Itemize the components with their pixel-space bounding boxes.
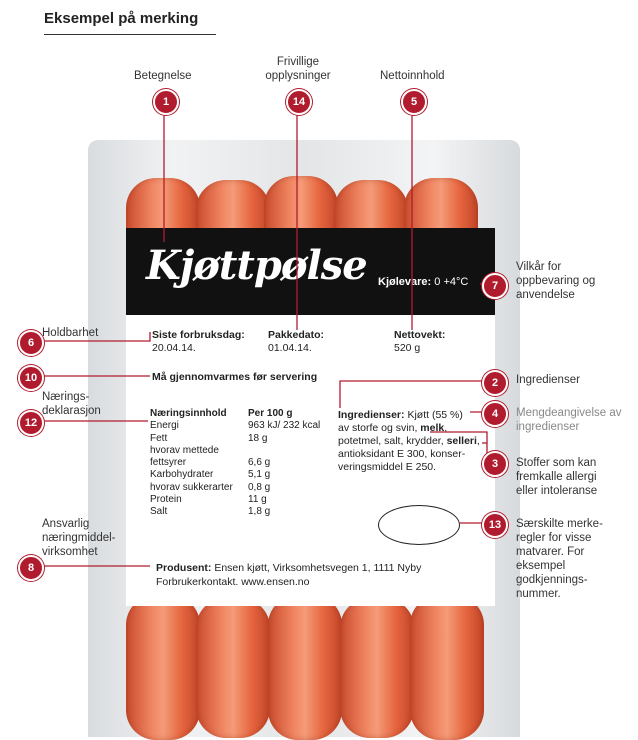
nutrient-name: Karbohydrater: [150, 469, 214, 481]
nutrient-value: 5,1 g: [248, 469, 271, 481]
ingredients-line-4: antioksidant E 300, konser-: [338, 448, 466, 460]
producer-value: Ensen kjøtt, Virksomhetsvegen 1, 1111 Nyby: [214, 562, 422, 574]
callout-text-ingredients: Ingredienser: [516, 374, 580, 386]
best-before-label: Siste forbruksdag:: [152, 329, 245, 341]
callout-text-nutrition-declaration: Nærings-deklarasjon: [42, 391, 101, 417]
callout-text-voluntary-info: Frivillige opplysninger: [265, 56, 331, 82]
callout-badge-3: 3: [482, 451, 508, 477]
nutrient-value: 963 kJ/ 232 kcal: [248, 420, 321, 432]
producer-label: Produsent:: [156, 562, 212, 574]
brand-name: Kjøttpølse: [146, 242, 367, 289]
nutrient-name: Energi: [150, 420, 179, 432]
callout-text-net-content: Nettoinnhold: [380, 70, 445, 82]
packed-label: Pakkedato:: [268, 329, 325, 341]
ingredients-line-5: veringsmiddel E 250.: [338, 461, 437, 473]
callout-badge-6: 6: [18, 330, 44, 356]
heating-note: Må gjennomvarmes før servering: [152, 371, 318, 383]
nutrient-name: fettsyrer: [150, 457, 187, 469]
nutrition-header-name: Næringsinnhold: [150, 408, 227, 419]
page-heading: Eksempel på merking: [44, 10, 199, 27]
nutrient-name: Fett: [150, 432, 168, 444]
ingredients-label: Ingredienser:: [338, 409, 405, 421]
nutrient-name: hvorav mettede: [150, 444, 219, 456]
consumer-contact: Forbrukerkontakt. www.ensen.no: [156, 576, 310, 588]
ingredients-meat: Kjøtt (55 %): [407, 409, 463, 421]
net-weight-label: Nettovekt:: [394, 329, 446, 341]
nutrient-value: 0,8 g: [248, 481, 271, 493]
callout-text-quantity: Mengdeangivelse av ingredienser: [516, 407, 622, 433]
callout-text-special-rules: Særskilte merke-regler for visse matvarer. For eksempel godkjennings-nummer.: [516, 518, 603, 600]
callout-badge-13: 13: [482, 512, 508, 538]
nutrition-header-value: Per 100 g: [248, 408, 293, 419]
callout-text-allergens: Stoffer som kan fremkalle allergi eller intoleranse: [516, 457, 598, 497]
nutrient-value: 18 g: [248, 432, 268, 444]
nutrient-value: 6,6 g: [248, 457, 271, 469]
storage-label: Kjølevare:: [378, 276, 432, 288]
allergen-milk: melk: [420, 422, 445, 434]
ingredients-text: av storfe og svin,: [338, 422, 418, 434]
nutrient-value: 1,8 g: [248, 506, 271, 518]
allergen-celery: selleri: [446, 435, 477, 447]
net-weight-value: 520 g: [394, 342, 421, 354]
callout-badge-12: 12: [18, 410, 44, 436]
comma: ,: [444, 422, 448, 434]
nutrient-name: hvorav sukkerarter: [150, 481, 233, 493]
callout-badge-7: 7: [482, 273, 508, 299]
callout-badge-2: 2: [482, 370, 508, 396]
storage-value: 0 +4°C: [434, 276, 469, 288]
nutrient-value: 11 g: [248, 494, 267, 506]
callout-badge-14: 14: [286, 89, 312, 115]
callout-text-responsible-business: Ansvarlig næringmiddel-virksomhet: [42, 518, 116, 558]
ingredients-text: potetmel, salt, krydder,: [338, 435, 444, 447]
callout-badge-10: 10: [18, 365, 44, 391]
nutrient-name: Protein: [150, 494, 182, 506]
callout-text-designation: Betegnelse: [134, 70, 192, 82]
best-before-value: 20.04.14.: [152, 342, 196, 354]
callout-text-shelf-life: Holdbarhet: [42, 327, 99, 339]
callout-badge-8: 8: [18, 555, 44, 581]
comma: ,: [476, 435, 480, 447]
callout-badge-4: 4: [482, 401, 508, 427]
callout-text-storage: Vilkår for oppbevaring og anvendelse: [516, 261, 596, 301]
packed-value: 01.04.14.: [268, 342, 312, 354]
callout-badge-5: 5: [401, 89, 427, 115]
nutrient-name: Salt: [150, 506, 168, 518]
callout-badge-1: 1: [153, 89, 179, 115]
